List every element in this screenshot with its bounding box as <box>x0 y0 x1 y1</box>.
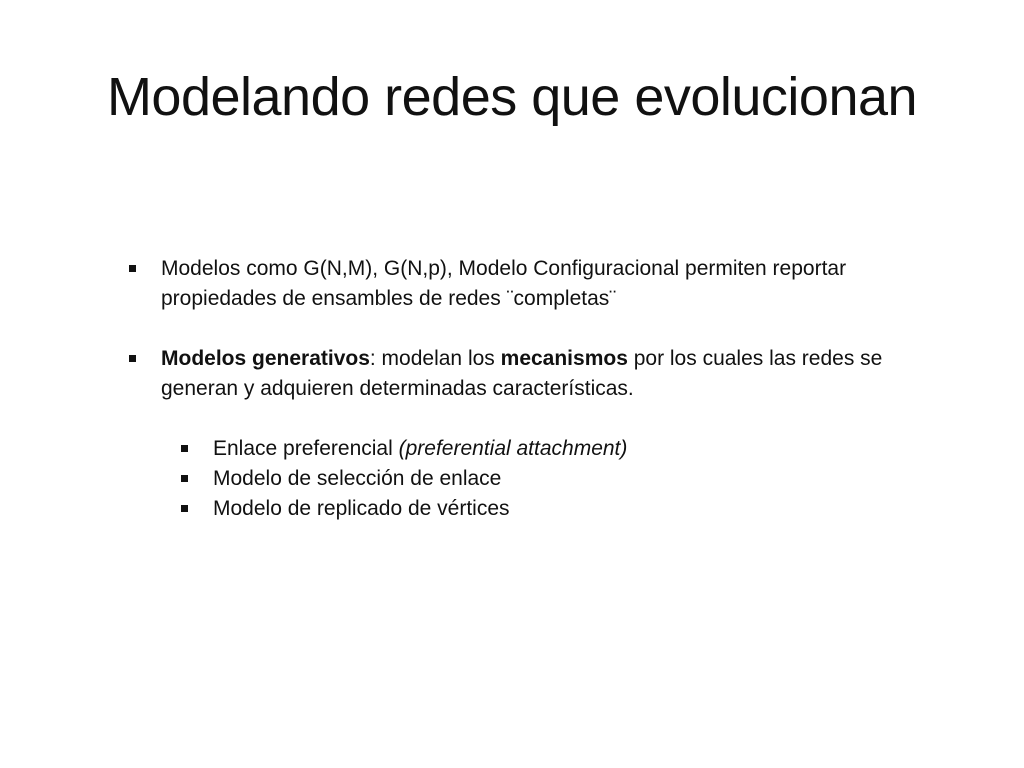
bullet-bold-term: mecanismos <box>500 347 628 370</box>
spacer <box>124 314 924 344</box>
sub-bullet-text: Modelo de replicado de vértices <box>213 497 510 520</box>
square-bullet-icon <box>181 505 188 512</box>
bullet-text: Modelos como G(N,M), G(N,p), Modelo Configuracional permiten reportar propiedades de ensambles de redes ¨completas¨ <box>161 257 847 310</box>
bullet-text: : modelan los <box>369 347 501 370</box>
bullet-text: por los cuales las redes se generan y adquieren determinadas características. <box>161 347 883 400</box>
square-bullet-icon <box>181 475 188 482</box>
sub-bullet-item <box>124 494 924 524</box>
sub-bullet-item <box>124 464 924 494</box>
sub-bullet-italic: (preferential attachment) <box>398 437 628 460</box>
slide-body <box>124 254 924 524</box>
square-bullet-icon <box>129 355 136 362</box>
bullet-bold-lead: Modelos generativos <box>161 347 370 370</box>
bullet-item <box>124 344 924 404</box>
square-bullet-icon <box>129 265 136 272</box>
bullet-item <box>124 254 924 314</box>
sub-bullet-item <box>124 434 924 464</box>
sub-bullet-text: Enlace preferencial <box>213 437 399 460</box>
slide-title: Modelando redes que evolucionan <box>106 67 918 127</box>
spacer <box>124 404 924 434</box>
sub-bullet-text: Modelo de selección de enlace <box>213 467 502 490</box>
square-bullet-icon <box>181 445 188 452</box>
